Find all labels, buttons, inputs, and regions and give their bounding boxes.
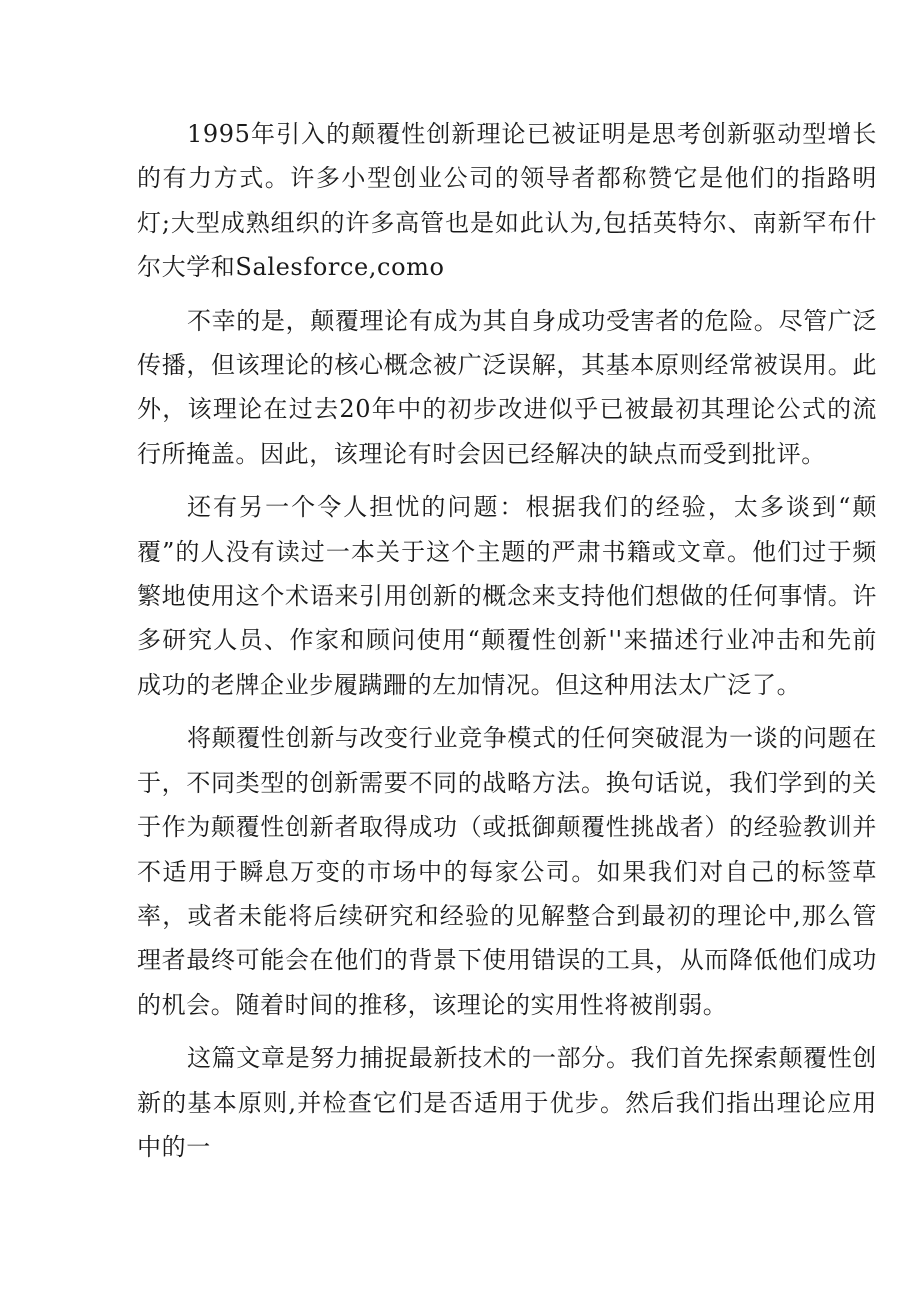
paragraph-4: 将颠覆性创新与改变行业竞争模式的任何突破混为一谈的问题在于，不同类型的创新需要不同的战略方法。换句话说，我们学到的关于作为颠覆性创新者取得成功（或抵御颠覆性挑战者）的经验教训并不适用于瞬息万变的市场中的每家公司。如果我们对自己的标签草率，或者未能将后续研究和经验的见解整合到最初的理论中,那么管理者最终可能会在他们的背景下使用错误的工具，从而降低他们成功的机会。随着时间的推移，该理论的实用性将被削弱。 <box>137 724 877 1019</box>
paragraph-3: 还有另一个令人担忧的问题：根据我们的经验，太多谈到“颠覆”的人没有读过一本关于这个主题的严肃书籍或文章。他们过于频繁地使用这个术语来引用创新的概念来支持他们想做的任何事情。许多研究人员、作家和顾问使用“颠覆性创新''来描述行业冲击和先前成功的老牌企业步履蹒跚的左加情况。但这种用法太广泛了。 <box>137 493 877 699</box>
document-body <box>137 112 877 1178</box>
paragraph-5: 这篇文章是努力捕捉最新技术的一部分。我们首先探索颠覆性创新的基本原则,并检查它们是否适用于优步。然后我们指出理论应用中的一 <box>137 1044 877 1161</box>
paragraph-2: 不幸的是，颠覆理论有成为其自身成功受害者的危险。尽管广泛传播，但该理论的核心概念被广泛误解，其基本原则经常被误用。此外，该理论在过去20年中的初步改进似乎已被最初其理论公式的流行所掩盖。因此，该理论有时会因已经解决的缺点而受到批评。 <box>137 306 877 468</box>
paragraph-1: 1995年引入的颠覆性创新理论已被证明是思考创新驱动型增长的有力方式。许多小型创业公司的领导者都称赞它是他们的指路明灯;大型成熟组织的许多高管也是如此认为,包括英特尔、南新罕布什尔大学和Salesforce,como <box>137 120 877 282</box>
